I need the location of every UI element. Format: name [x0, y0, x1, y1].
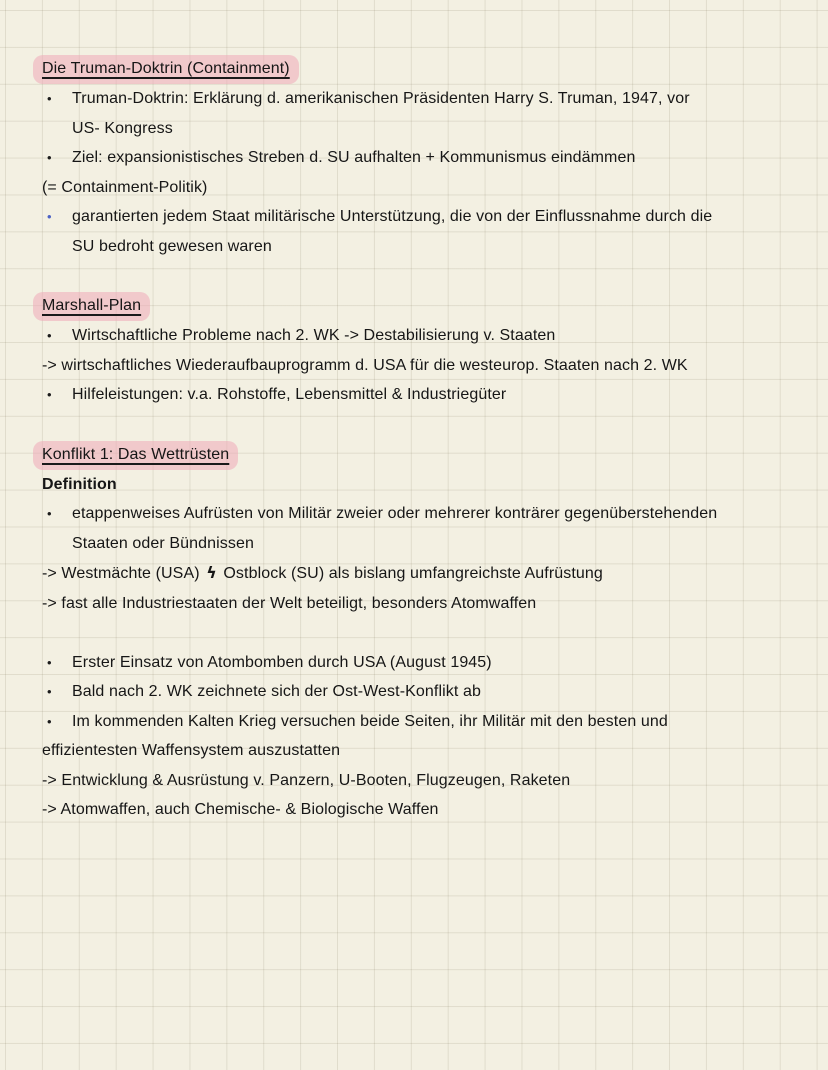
note-line — [42, 143, 812, 173]
note-line — [42, 558, 812, 589]
note-section — [42, 440, 812, 825]
note-line — [42, 589, 812, 619]
heading-highlight — [33, 441, 238, 470]
note-line-text: etappenweises Aufrüsten von Militär zweier oder mehrerer konträrer gegenüberstehenden — [72, 505, 718, 522]
bullet-marker: • — [47, 150, 52, 165]
note-line-text: garantierten jedem Staat militärische Unterstützung, die von der Einflussnahme durch die — [72, 208, 713, 225]
section-heading — [42, 291, 812, 321]
bullet-marker: • — [47, 387, 52, 402]
note-line-text: US- Kongress — [72, 119, 173, 137]
note-line — [42, 529, 812, 559]
note-line — [42, 202, 812, 232]
note-line — [42, 677, 812, 707]
note-line-text: Bald nach 2. WK zeichnete sich der Ost-West-Konflikt ab — [72, 683, 481, 700]
note-line — [42, 736, 812, 766]
note-line-text: (= Containment-Politik) — [42, 178, 208, 196]
note-line-text: Wirtschaftliche Probleme nach 2. WK -> Destabilisierung v. Staaten — [72, 327, 556, 344]
note-line-text: Truman-Doktrin: Erklärung d. amerikanischen Präsidenten Harry S. Truman, 1947, vor — [72, 90, 690, 107]
note-line — [42, 321, 812, 351]
note-line — [42, 173, 812, 203]
note-line-text: Erster Einsatz von Atombomben durch USA (August 1945) — [72, 653, 492, 671]
note-line — [42, 499, 812, 529]
note-line — [42, 707, 812, 737]
section-heading-text: Konflikt 1: Das Wettrüsten — [42, 445, 230, 463]
bullet-marker: • — [47, 654, 52, 670]
note-line — [42, 232, 812, 262]
note-line — [42, 618, 812, 648]
note-line — [42, 380, 812, 410]
note-line — [42, 795, 812, 825]
heading-highlight — [33, 292, 150, 321]
bullet-marker: • — [47, 684, 52, 699]
section-heading — [42, 440, 812, 470]
note-line — [42, 351, 812, 381]
note-line-text: Ziel: expansionistisches Streben d. SU aufhalten + Kommunismus eindämmen — [72, 149, 636, 166]
bullet-marker: • — [47, 209, 52, 224]
section-heading-text: Die Truman-Doktrin (Containment) — [42, 60, 290, 77]
note-line-text: -> fast alle Industriestaaten der Welt beteiligt, besonders Atomwaffen — [42, 594, 537, 612]
note-line — [42, 648, 812, 678]
section-heading-text: Marshall-Plan — [42, 297, 142, 314]
note-line-text: effizientesten Waffensystem auszustatten — [42, 742, 341, 759]
note-line-text: Staaten oder Bündnissen — [72, 534, 254, 552]
note-line-text: -> Westmächte (USA) ϟ Ostblock (SU) als bislang umfangreichste Aufrüstung — [42, 563, 603, 582]
note-line-text: SU bedroht gewesen waren — [72, 237, 272, 255]
note-line-text: -> wirtschaftliches Wiederaufbauprogramm d. USA für die westeurop. Staaten nach 2. WK — [42, 356, 688, 374]
bullet-marker: • — [47, 506, 52, 521]
lightning-bolt-icon: ϟ — [206, 563, 217, 582]
section-heading — [42, 54, 812, 84]
note-line-text: -> Atomwaffen, auch Chemische- & Biologische Waffen — [42, 801, 439, 818]
bullet-marker: • — [47, 91, 52, 106]
note-line — [42, 84, 812, 114]
note-line — [42, 766, 812, 796]
note-line-text: -> Entwicklung & Ausrüstung v. Panzern, U-Booten, Flugzeugen, Raketen — [42, 771, 571, 789]
note-line — [42, 114, 812, 144]
heading-highlight — [33, 55, 299, 84]
notes-content — [42, 54, 812, 855]
note-line — [42, 470, 812, 500]
bullet-marker: • — [47, 713, 52, 729]
note-line-text: Hilfeleistungen: v.a. Rohstoffe, Lebensmittel & Industriegüter — [72, 386, 507, 403]
note-section — [42, 291, 812, 410]
note-section — [42, 54, 812, 261]
bullet-marker: • — [47, 328, 52, 343]
note-line-text: Definition — [42, 475, 117, 493]
note-line-text: Im kommenden Kalten Krieg versuchen beide Seiten, ihr Militär mit den besten und — [72, 712, 668, 730]
